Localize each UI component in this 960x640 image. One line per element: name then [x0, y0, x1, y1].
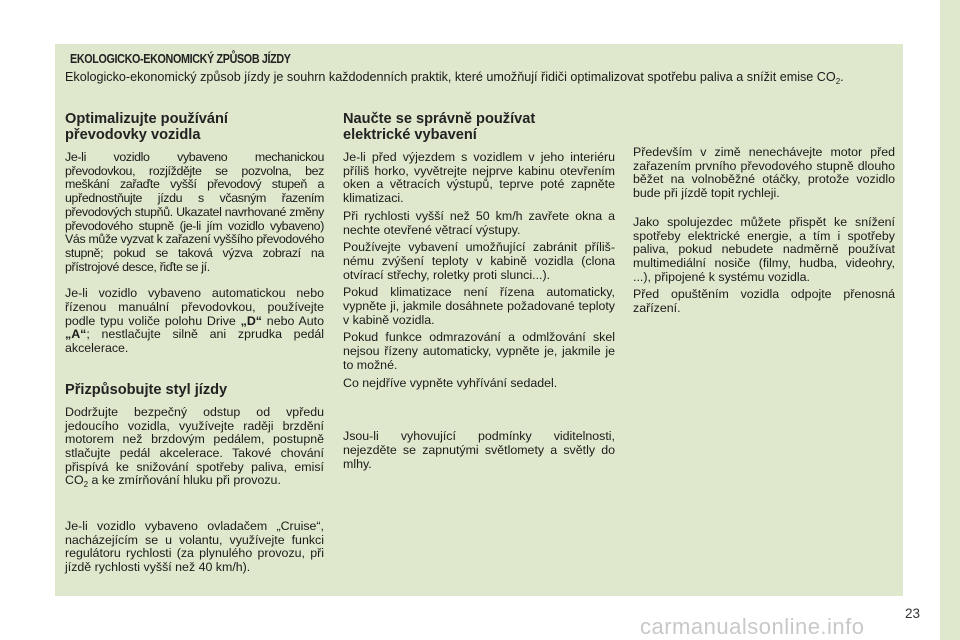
column-3: [633, 146, 895, 316]
paragraph-seat-heating: Co nejdříve vypněte vyhřívání sedadel.: [343, 375, 558, 390]
column-2: [343, 111, 615, 471]
paragraph-driving-style: Dodržujte bezpečný odstup od vpředu jedoucího vozidla, využívejte raději brzdění motorem než brzdovým pedálem, postupně stlačujte pedál akcelerace. Takové chování přispívá ke snižování spotřeby paliva, emisí $CO_2$ a ke zmírňování hluku při provozu.: [65, 404, 324, 490]
paragraph-lights: Jsou-li vyhovující podmínky viditelnosti, nejezděte se zapnutými světlomety a světly do mlhy.: [343, 429, 615, 471]
co2-subscript: 2: [835, 77, 841, 86]
paragraph-shading: Používejte vybavení umožňující zabránit přílišnému zvýšení teploty v kabině vozidla (clona otvírací střechy, roletky proti slunci...).: [343, 240, 615, 282]
paragraph-winter-idle: Především v zimě nenechávejte motor před zařazením prvního převodového stupně dlouho běžet na volnoběžné otáčky, protože vozidlo bude při jízdě topit rychleji.: [633, 145, 895, 201]
paragraph-automatic-gearbox: Je-li vozidlo vybaveno automatickou nebo řízenou manuální převodovkou, používejte podle typu voliče polohu Drive „D“ nebo Auto „A“; nestlačujte silně ani zprudka pedál akcelerace.: [65, 286, 324, 356]
paragraph-ventilation: Je-li před výjezdem s vozidlem v jeho interiéru příliš horko, vyvětrejte nejprve kabinu otevřením oken a větracích výstupů, teprve poté zapněte klimatizaci.: [343, 150, 615, 206]
paragraph-cruise: Je-li vozidlo vybaveno ovladačem „Cruise“, nacházejícím se u volantu, využívejte funkci regulátoru rychlosti (za plynulého provozu, při jízdě rychlosti vyšší než 40 km/h).: [65, 519, 324, 575]
paragraph-windows: Při rychlosti vyšší než 50 km/h zavřete okna a nechte otevřené větrací výstupy.: [343, 208, 615, 237]
page-number: 23: [905, 606, 921, 621]
paragraph-passenger: Jako spolujezdec můžete přispět ke snížení spotřeby elektrické energie, a tím i spotřeby paliva, pokud nebudete nadměrně používat multimediální nosiče (filmy, hudba, videohry, ...), připojené k systému vozidla.: [633, 214, 895, 284]
paragraph-portable-devices: Před opuštěním vozidla odpojte přenosná zařízení.: [633, 287, 895, 316]
paragraph-manual-gearbox: Je-li vozidlo vybaveno mechanickou převodovkou, rozjíždějte se pozvolna, bez meškání zařaďte vyšší převodový stupeň a upřednostňujte jízdu s včasným řazením převodových stupňů. Ukazatel navrhované změny převodového stupně (je-li jím vozidlo vybaveno) Vás může vyzvat k zařazení vyššího převodového stupně; pokud se taková výzva zobrazí na přístrojové desce, řiďte se jí.: [65, 150, 324, 274]
heading-driving-style: Přizpůsobujte styl jízdy: [65, 381, 228, 398]
watermark-text: carmanualsonline.info: [640, 614, 865, 639]
heading-electrical: Naučte se správně používat elektrické vybavení: [343, 111, 536, 143]
margin-strip: [940, 0, 960, 640]
section-title: EKOLOGICKO-EKONOMICKÝ ZPŮSOB JÍZDY: [70, 52, 291, 66]
paragraph-air-conditioning: Pokud klimatizace není řízena automaticky, vypněte ji, jakmile dosáhnete požadované teploty v kabině vozidla.: [343, 285, 615, 327]
intro-paragraph: Ekologicko-ekonomický způsob jízdy je souhrn každodenních praktik, které umožňují řidiči optimalizovat spotřebu paliva a snížit emise $CO_2$.: [65, 70, 844, 86]
heading-gearbox: Optimalizujte používání převodovky vozidla: [65, 111, 228, 143]
column-1: [65, 111, 324, 575]
paragraph-defrost: Pokud funkce odmrazování a odmlžování skel nejsou řízeny automaticky, vypněte je, jakmile je to možné.: [343, 330, 615, 372]
